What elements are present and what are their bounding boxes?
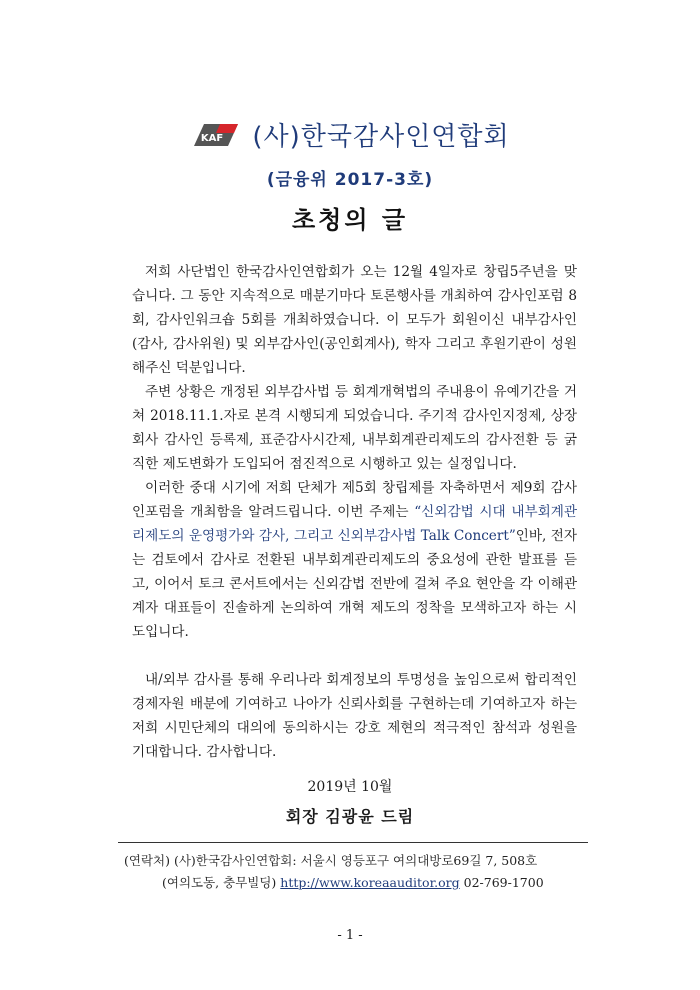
paragraph-1: 저희 사단법인 한국감사인연합회가 오는 12월 4일자로 창립5주년을 맞습니다. 그 동안 지속적으로 매분기마다 토론행사를 개최하여 감사인포럼 8회, 감사인워크숍 5회를 개최하였습니다. 이 모두가 회원이신 내부감사인(감사, 감사위원) 및 외부감사인(공인회계사), 학자 그리고 후원기관이 성원해주신 덕분입니다.	[132, 264, 577, 376]
document-number: (금융위 2017-3호)	[266, 170, 434, 190]
paragraph-3	[132, 476, 577, 644]
contact-building: (여의도동, 충무빌딩)	[162, 875, 281, 890]
paragraph-2: 주변 상황은 개정된 외부감사법 등 회계개혁법의 주내용이 유예기간을 거쳐 2018.11.1.자로 본격 시행되게 되었습니다. 주기적 감사인지정제, 상장회사 감사인 등록제, 표준감사시간제, 내부회계관리제도의 감사전환 등 굵직한 제도변화가 도입되어 점진적으로 시행하고 있는 실정입니다.	[132, 384, 577, 472]
document-title: 초청의 글	[291, 206, 409, 234]
paragraph-3-intro: 이러한 중대 시기에 저희 단체가 제5회 창립제를 자축하면서 제9회 감사인포럼을 개최함을 알려드립니다. 이번 주제는	[132, 480, 577, 520]
forum-topic: “신외감법 시대 내부회계관리제도의 운영평가와 감사, 그리고 신외부감사법 Talk Concert”	[132, 504, 577, 544]
org-line	[0, 116, 700, 153]
website-link[interactable]: http://www.koreaauditor.org	[280, 875, 460, 890]
contact-address: (연락처) (사)한국감사인연합회: 서울시 영등포구 여의대방로69길 7, 508호	[124, 853, 538, 868]
org-name: (사)한국감사인연합회	[252, 122, 510, 152]
letter-header	[0, 116, 700, 190]
paragraph-3-rest: 인바, 전자는 검토에서 감사로 전환된 내부회계관리제도의 중요성에 관한 발표를 듣고, 이어서 토크 콘서트에서는 신외감법 전반에 걸쳐 주요 현안을 각 이해관계자 대표들이 진솔하게 논의하여 개혁 제도의 정착을 모색하고자 하는 시도입니다.	[132, 528, 577, 640]
contact-line-2	[118, 872, 588, 894]
letter-body	[132, 260, 577, 764]
logo-text: KAF	[201, 132, 224, 144]
divider	[118, 842, 588, 843]
page-number: - 1 -	[337, 928, 363, 943]
contact-phone: 02-769-1700	[459, 875, 544, 890]
signer: 회장 김광윤 드림	[285, 807, 415, 826]
kaf-logo-icon	[190, 120, 242, 150]
letter-date: 2019년 10월	[307, 779, 393, 795]
paragraph-4: 내/외부 감사를 통해 우리나라 회계정보의 투명성을 높임으로써 합리적인 경제자원 배분에 기여하고 나아가 신뢰사회를 구현하는데 기여하고자 하는 저희 시민단체의 대의에 동의하시는 강호 제현의 적극적인 참석과 성원을 기대합니다. 감사합니다.	[132, 672, 577, 760]
contact-info	[118, 850, 588, 894]
